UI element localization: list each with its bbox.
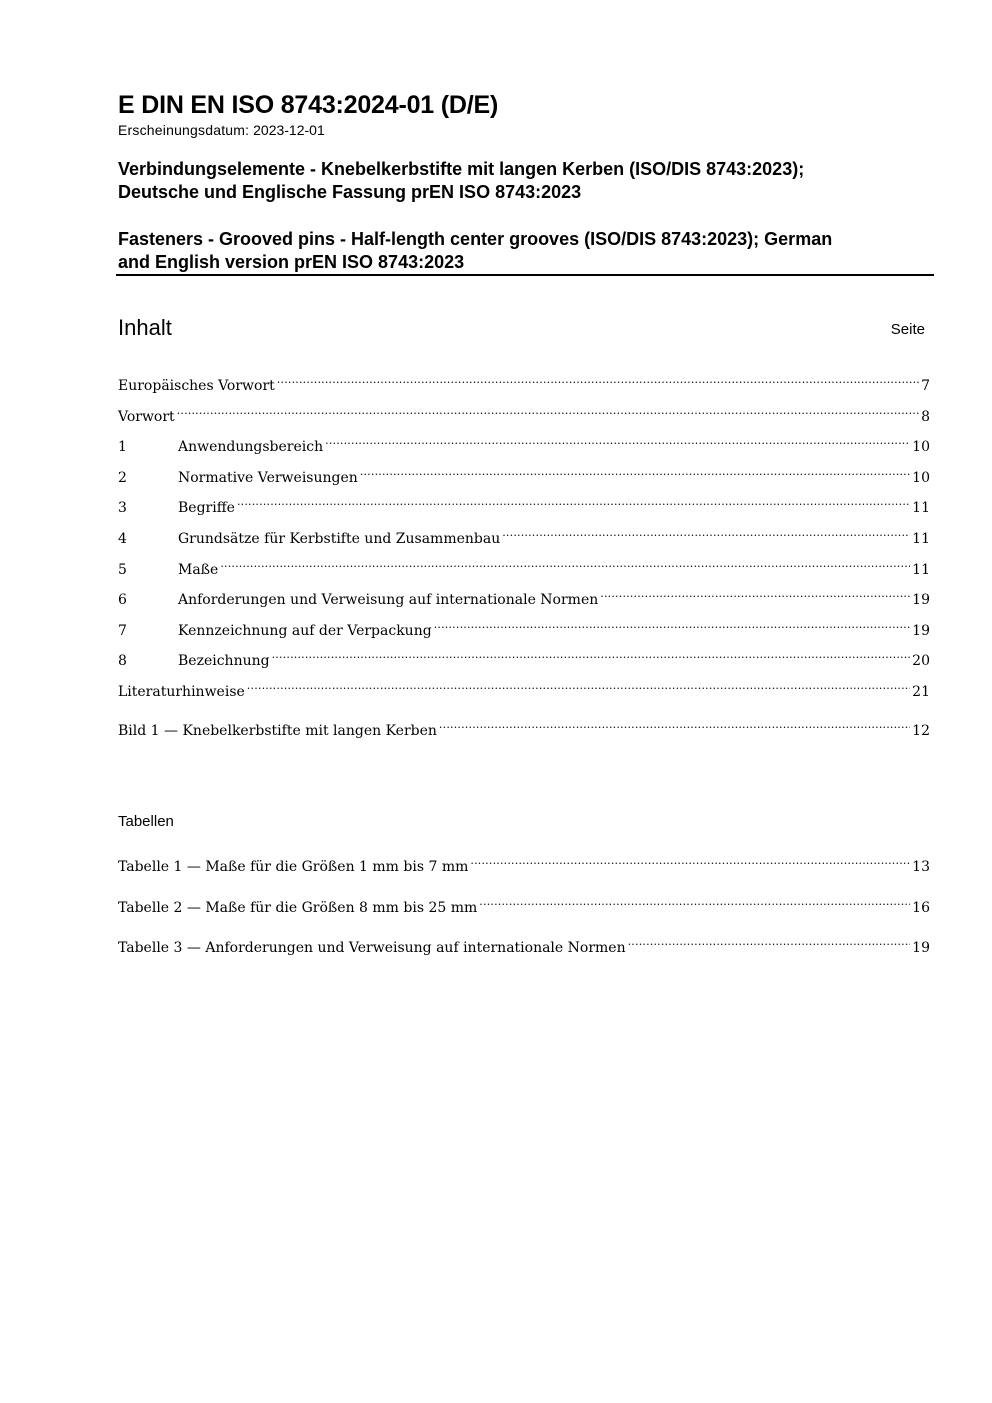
toc-entry-number: 8 [118,653,127,670]
toc-leader-dots [325,431,910,451]
document-header [118,90,934,272]
toc-entry[interactable] [118,401,930,432]
title-english [118,228,918,274]
toc-entry-title: Tabelle 1 — Maße für die Größen 1 mm bis 7 mm [118,859,469,875]
toc-entry-title: Tabelle 2 — Maße für die Größen 8 mm bis 25 mm [118,899,478,916]
toc-tables-list [118,851,930,973]
toc-entry-number: 5 [118,561,127,578]
publication-date-label: Erscheinungsdatum: [118,122,250,138]
toc-leader-dots [470,851,910,871]
toc-entry-page: 19 [912,592,930,609]
toc-entry-page: 19 [912,940,930,957]
toc-entry[interactable] [118,370,930,401]
toc-entry[interactable] [118,615,930,646]
toc-entry-page: 10 [912,439,930,456]
toc-entry-page: 10 [912,469,930,486]
title-german-line-1: Verbindungselemente - Knebelkerbstifte mit langen Kerben (ISO/DIS 8743:2023); [118,159,805,179]
toc-entry-page: 8 [921,408,930,425]
toc-leader-dots [277,370,919,390]
toc-entry[interactable] [118,523,930,554]
toc-leader-dots [272,645,911,665]
toc-leader-dots [479,892,910,912]
toc-entry-title: Bezeichnung [178,653,270,670]
toc-entry-number: 7 [118,622,127,639]
toc-entry-page: 11 [912,530,930,547]
tables-heading: Tabellen [118,813,174,830]
toc-entry-page: 20 [912,653,930,670]
publication-date [118,121,934,139]
toc-leader-dots [177,401,919,421]
toc-entry-title: Anforderungen und Verweisung auf internationale Normen [178,592,599,609]
toc-entry[interactable] [118,462,930,493]
title-german [118,158,918,204]
toc-entry-page: 19 [912,622,930,639]
toc-page-column-label: Seite [890,321,925,338]
toc-entry-page: 11 [912,561,930,578]
toc-leader-dots [237,492,910,512]
title-english-line-1: Fasteners - Grooved pins - Half-length center grooves (ISO/DIS 8743:2023); German [118,229,833,249]
toc-entry-title: Bild 1 — Knebelkerbstifte mit langen Kerben [118,723,437,739]
toc-list [118,370,930,707]
toc-leader-dots [502,523,910,543]
toc-entry-number: 3 [118,500,127,517]
toc-leader-dots [247,676,910,696]
toc-entry[interactable] [118,431,930,462]
toc-entry-number: 6 [118,592,127,609]
toc-entry[interactable] [118,715,930,746]
toc-entry[interactable] [118,676,930,707]
toc-entry-page: 11 [912,500,930,517]
toc-entry-page: 7 [921,378,930,394]
toc-leader-dots [600,584,910,604]
toc-entry-page: 16 [912,899,930,916]
toc-entry[interactable] [118,851,930,892]
document-title: E DIN EN ISO 8743:2024-01 (D/E) [118,91,499,119]
toc-entry[interactable] [118,645,930,676]
header-divider [116,274,934,276]
toc-entry-title: Europäisches Vorwort [118,378,275,394]
toc-entry-number: 1 [118,439,127,456]
toc-entry-title: Literaturhinweise [118,683,245,700]
toc-entry-number: 2 [118,469,127,486]
toc-entry-title: Kennzeichnung auf der Verpackung [178,622,432,639]
toc-entry[interactable] [118,584,930,615]
toc-leader-dots [360,462,910,482]
toc-entry-title: Normative Verweisungen [178,469,358,486]
toc-entry-number: 4 [118,530,127,547]
toc-entry-page: 21 [912,683,930,700]
toc-entry-title: Begriffe [178,500,235,517]
title-english-line-2: and English version prEN ISO 8743:2023 [118,252,465,272]
toc-entry[interactable] [118,932,930,973]
title-german-line-2: Deutsche und Englische Fassung prEN ISO 8743:2023 [118,182,582,202]
toc-entry-title: Tabelle 3 — Anforderungen und Verweisung auf internationale Normen [118,940,626,957]
toc-entry-title: Grundsätze für Kerbstifte und Zusammenbau [178,530,501,547]
toc-entry-title: Anwendungsbereich [178,439,324,456]
toc-leader-dots [439,715,910,735]
toc-entry-page: 13 [912,859,930,875]
publication-date-value: 2023-12-01 [253,122,325,138]
toc-entry[interactable] [118,492,930,523]
toc-leader-dots [220,554,910,574]
toc-entry[interactable] [118,892,930,933]
toc-figures-list [118,715,930,746]
toc-leader-dots [628,932,911,952]
toc-heading: Inhalt [118,315,172,340]
toc-leader-dots [434,615,910,635]
toc-entry[interactable] [118,554,930,585]
toc-entry-page: 12 [912,723,930,739]
toc-entry-title: Vorwort [118,408,175,425]
toc-entry-title: Maße [178,561,219,578]
